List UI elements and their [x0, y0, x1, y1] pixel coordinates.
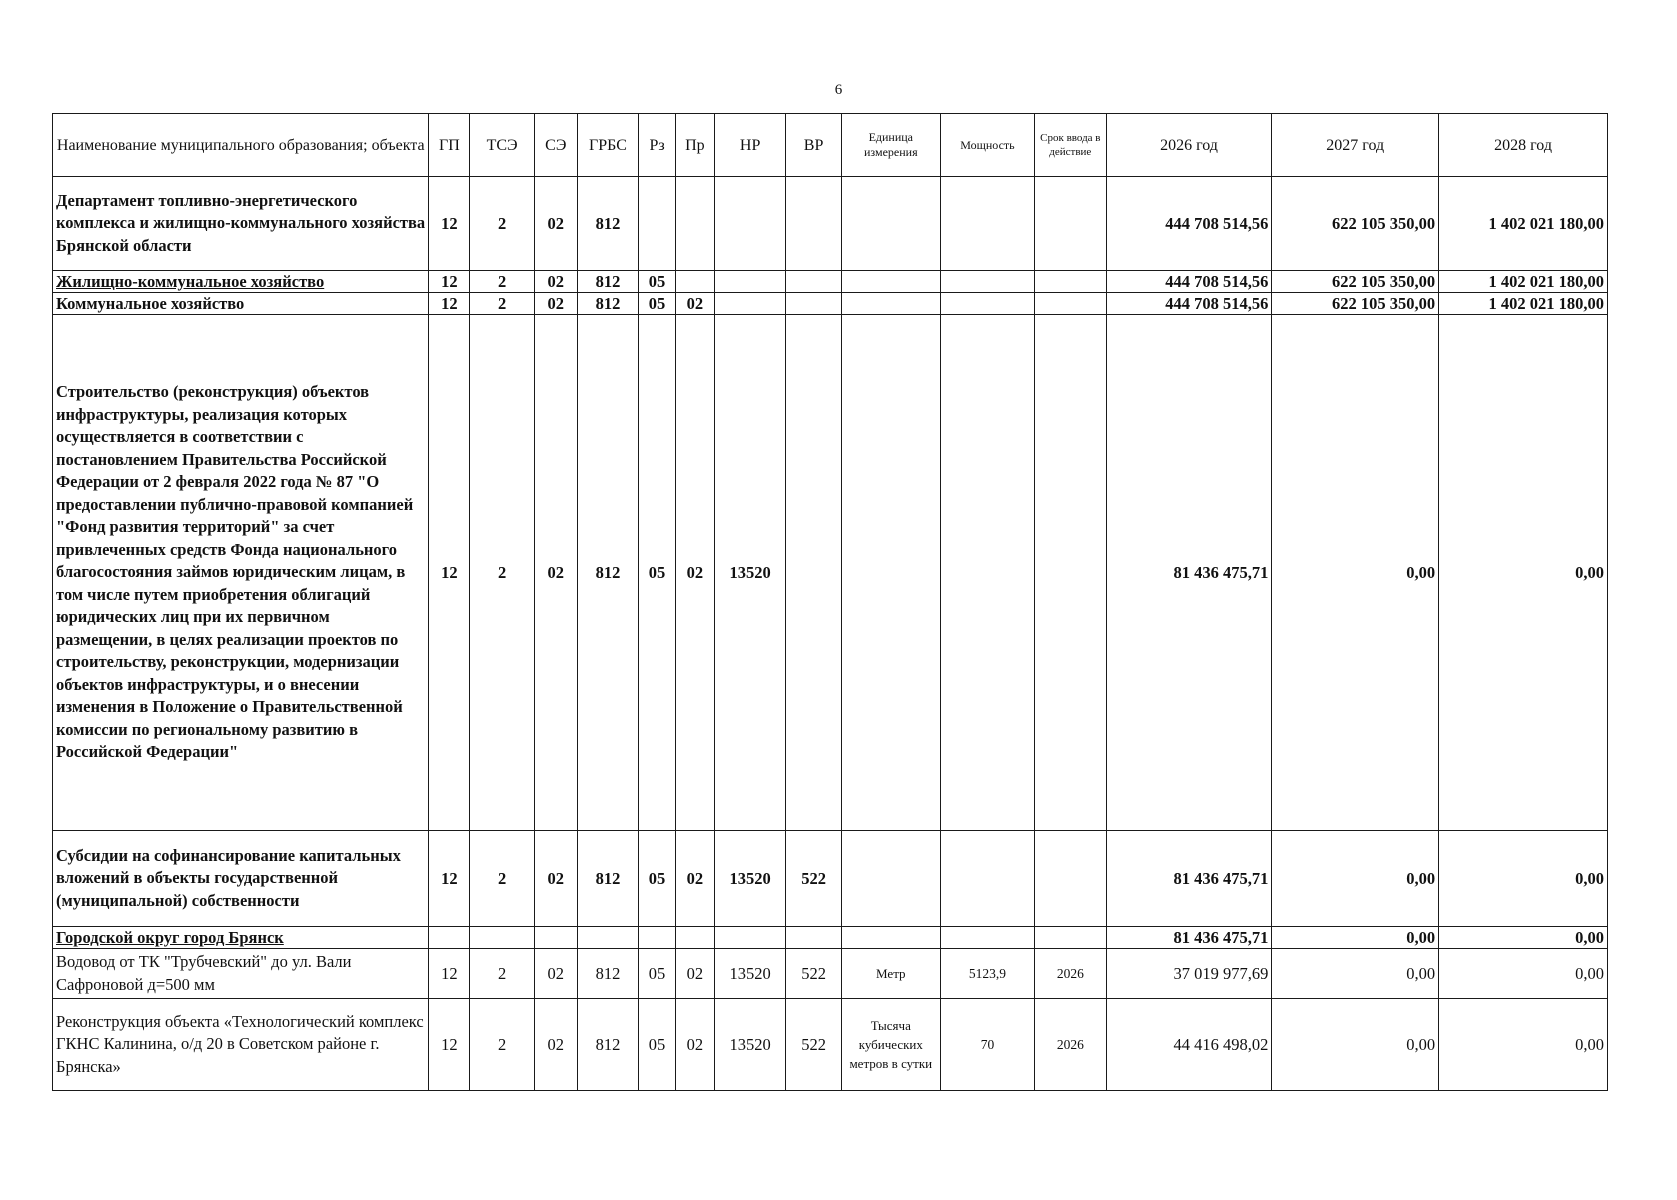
- cell-gp: 12: [429, 293, 470, 315]
- table-row: [53, 177, 1608, 271]
- cell-unit: Тысяча кубических метров в сутки: [841, 999, 940, 1091]
- cell-vr: [786, 177, 841, 271]
- cell-nr: 13520: [714, 949, 786, 999]
- cell-se: 02: [534, 999, 577, 1091]
- cell-gp: 12: [429, 177, 470, 271]
- cell-capacity: 5123,9: [940, 949, 1034, 999]
- header-vr: ВР: [786, 114, 841, 177]
- cell-2027: 0,00: [1272, 315, 1439, 831]
- cell-rz: 05: [639, 315, 676, 831]
- cell-pr: [675, 927, 714, 949]
- cell-nr: [714, 927, 786, 949]
- cell-commission: [1035, 927, 1107, 949]
- cell-grbs: 812: [577, 271, 638, 293]
- cell-rz: 05: [639, 831, 676, 927]
- header-nr: НР: [714, 114, 786, 177]
- cell-2026: 44 416 498,02: [1106, 999, 1272, 1091]
- cell-pr: 02: [675, 949, 714, 999]
- cell-2027: 622 105 350,00: [1272, 271, 1439, 293]
- row-name: Городской округ город Брянск: [53, 927, 429, 949]
- table-row: [53, 949, 1608, 999]
- cell-2028: 0,00: [1439, 999, 1608, 1091]
- cell-capacity: [940, 293, 1034, 315]
- cell-commission: [1035, 831, 1107, 927]
- cell-2028: 0,00: [1439, 831, 1608, 927]
- cell-2026: 81 436 475,71: [1106, 927, 1272, 949]
- row-name: Коммунальное хозяйство: [53, 293, 429, 315]
- cell-2028: 1 402 021 180,00: [1439, 271, 1608, 293]
- cell-2028: 1 402 021 180,00: [1439, 293, 1608, 315]
- cell-vr: 522: [786, 831, 841, 927]
- cell-2026: 444 708 514,56: [1106, 293, 1272, 315]
- header-2026: 2026 год: [1106, 114, 1272, 177]
- cell-nr: 13520: [714, 315, 786, 831]
- cell-se: 02: [534, 315, 577, 831]
- cell-capacity: [940, 831, 1034, 927]
- cell-tse: 2: [470, 315, 534, 831]
- cell-se: [534, 927, 577, 949]
- cell-pr: [675, 271, 714, 293]
- cell-pr: 02: [675, 315, 714, 831]
- cell-vr: [786, 271, 841, 293]
- row-name: Жилищно-коммунальное хозяйство: [53, 271, 429, 293]
- cell-2026: 81 436 475,71: [1106, 315, 1272, 831]
- table-row: [53, 271, 1608, 293]
- cell-vr: [786, 927, 841, 949]
- cell-commission: 2026: [1035, 999, 1107, 1091]
- table-row: [53, 831, 1608, 927]
- header-grbs: ГРБС: [577, 114, 638, 177]
- cell-vr: [786, 315, 841, 831]
- table-row: [53, 293, 1608, 315]
- cell-pr: 02: [675, 999, 714, 1091]
- header-2028: 2028 год: [1439, 114, 1608, 177]
- header-tse: ТСЭ: [470, 114, 534, 177]
- cell-2027: 0,00: [1272, 949, 1439, 999]
- cell-nr: [714, 177, 786, 271]
- cell-vr: 522: [786, 999, 841, 1091]
- cell-se: 02: [534, 949, 577, 999]
- cell-se: 02: [534, 831, 577, 927]
- row-name: Субсидии на софинансирование капитальных вложений в объекты государственной (муниципальной) собственности: [53, 831, 429, 927]
- cell-grbs: 812: [577, 293, 638, 315]
- header-unit: Единица измерения: [841, 114, 940, 177]
- table-row: [53, 927, 1608, 949]
- cell-gp: 12: [429, 949, 470, 999]
- cell-2027: 0,00: [1272, 927, 1439, 949]
- cell-unit: [841, 271, 940, 293]
- header-capacity: Мощность: [940, 114, 1034, 177]
- cell-grbs: 812: [577, 831, 638, 927]
- cell-2028: 0,00: [1439, 949, 1608, 999]
- cell-2028: 1 402 021 180,00: [1439, 177, 1608, 271]
- row-name: Департамент топливно-энергетического комплекса и жилищно-коммунального хозяйства Брянской области: [53, 177, 429, 271]
- cell-pr: 02: [675, 831, 714, 927]
- cell-se: 02: [534, 271, 577, 293]
- cell-grbs: [577, 927, 638, 949]
- cell-unit: [841, 177, 940, 271]
- row-name: Водовод от ТК "Трубчевский" до ул. Вали Сафроновой д=500 мм: [53, 949, 429, 999]
- cell-grbs: 812: [577, 177, 638, 271]
- cell-tse: [470, 927, 534, 949]
- cell-commission: 2026: [1035, 949, 1107, 999]
- row-name: Реконструкция объекта «Технологический комплекс ГКНС Калинина, о/д 20 в Советском районе г. Брянска»: [53, 999, 429, 1091]
- cell-nr: 13520: [714, 831, 786, 927]
- cell-unit: [841, 293, 940, 315]
- cell-capacity: [940, 271, 1034, 293]
- budget-table: [52, 113, 1608, 1091]
- cell-gp: 12: [429, 831, 470, 927]
- cell-nr: [714, 271, 786, 293]
- cell-grbs: 812: [577, 315, 638, 831]
- cell-capacity: [940, 315, 1034, 831]
- table-row: [53, 999, 1608, 1091]
- cell-unit: [841, 927, 940, 949]
- cell-rz: 05: [639, 999, 676, 1091]
- cell-2026: 444 708 514,56: [1106, 271, 1272, 293]
- cell-2028: 0,00: [1439, 927, 1608, 949]
- cell-2026: 81 436 475,71: [1106, 831, 1272, 927]
- header-pr: Пр: [675, 114, 714, 177]
- cell-se: 02: [534, 177, 577, 271]
- header-commission: Срок ввода в действие: [1035, 114, 1107, 177]
- cell-tse: 2: [470, 831, 534, 927]
- cell-rz: 05: [639, 949, 676, 999]
- cell-grbs: 812: [577, 999, 638, 1091]
- header-2027: 2027 год: [1272, 114, 1439, 177]
- cell-commission: [1035, 177, 1107, 271]
- cell-2027: 622 105 350,00: [1272, 177, 1439, 271]
- cell-tse: 2: [470, 271, 534, 293]
- header-name: Наименование муниципального образования; объекта: [53, 114, 429, 177]
- cell-commission: [1035, 271, 1107, 293]
- cell-2026: 444 708 514,56: [1106, 177, 1272, 271]
- page-number: 6: [834, 82, 843, 98]
- cell-capacity: 70: [940, 999, 1034, 1091]
- table-header-row: [53, 114, 1608, 177]
- cell-rz: [639, 927, 676, 949]
- cell-gp: [429, 927, 470, 949]
- cell-tse: 2: [470, 949, 534, 999]
- cell-se: 02: [534, 293, 577, 315]
- row-name: Строительство (реконструкция) объектов инфраструктуры, реализация которых осуществляется в соответствии с постановлением Правительства Российской Федерации от 2 февраля 2022 года № 87 "О предоставлении публично-правовой компанией "Фонд развития территорий" за счет привлеченных средств Фонда национального благосостояния займов юридическим лицам, в том числе путем приобретения облигаций юридических лиц при их первичном размещении, в целях реализации проектов по строительству, реконструкции, модернизации объектов инфраструктуры, и о внесении изменения в Положение о Правительственной комиссии по региональному развитию в Российской Федерации": [53, 315, 429, 831]
- cell-commission: [1035, 293, 1107, 315]
- cell-capacity: [940, 927, 1034, 949]
- cell-gp: 12: [429, 271, 470, 293]
- cell-gp: 12: [429, 999, 470, 1091]
- header-gp: ГП: [429, 114, 470, 177]
- cell-pr: 02: [675, 293, 714, 315]
- cell-2028: 0,00: [1439, 315, 1608, 831]
- cell-vr: [786, 293, 841, 315]
- cell-unit: Метр: [841, 949, 940, 999]
- cell-nr: [714, 293, 786, 315]
- table-row: [53, 315, 1608, 831]
- cell-grbs: 812: [577, 949, 638, 999]
- cell-2027: 622 105 350,00: [1272, 293, 1439, 315]
- cell-rz: 05: [639, 271, 676, 293]
- cell-2027: 0,00: [1272, 831, 1439, 927]
- cell-2027: 0,00: [1272, 999, 1439, 1091]
- header-rz: Рз: [639, 114, 676, 177]
- cell-unit: [841, 831, 940, 927]
- cell-pr: [675, 177, 714, 271]
- header-se: СЭ: [534, 114, 577, 177]
- cell-tse: 2: [470, 177, 534, 271]
- cell-tse: 2: [470, 999, 534, 1091]
- cell-unit: [841, 315, 940, 831]
- cell-tse: 2: [470, 293, 534, 315]
- cell-rz: 05: [639, 293, 676, 315]
- cell-nr: 13520: [714, 999, 786, 1091]
- cell-rz: [639, 177, 676, 271]
- cell-gp: 12: [429, 315, 470, 831]
- cell-commission: [1035, 315, 1107, 831]
- cell-vr: 522: [786, 949, 841, 999]
- cell-2026: 37 019 977,69: [1106, 949, 1272, 999]
- cell-capacity: [940, 177, 1034, 271]
